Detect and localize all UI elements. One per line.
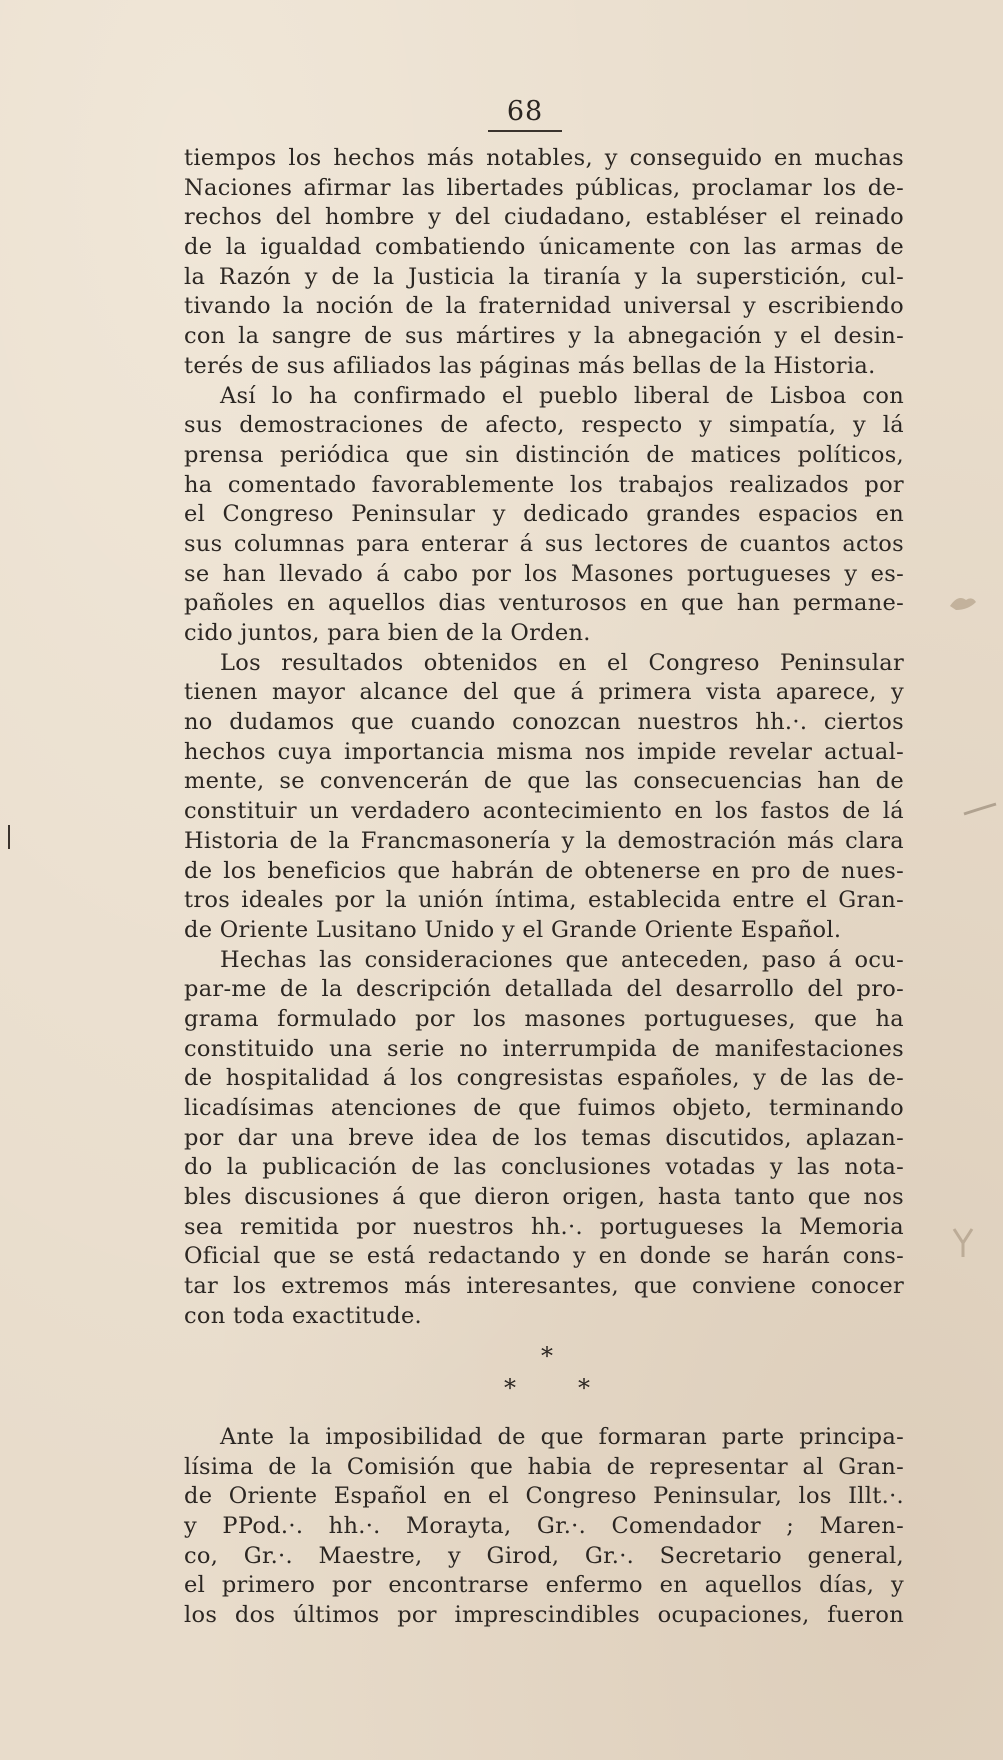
text-line: los dos últimos por imprescindibles ocupaciones, fueron	[184, 1602, 904, 1629]
text-line: do la publicación de las conclusiones votadas y las nota-	[184, 1154, 904, 1181]
margin-stain-icon	[948, 1225, 978, 1261]
text-line: tienen mayor alcance del que á primera vista aparece, y	[184, 679, 904, 706]
text-line: Hechas las consideraciones que anteceden, paso á ocu-	[220, 946, 904, 973]
text-line: el primero por encontrarse enfermo en aquellos días, y	[184, 1572, 904, 1599]
second-paragraph-block	[184, 1423, 904, 1631]
page-number: 68	[506, 96, 544, 127]
text-line: y PPod.·. hh.·. Morayta, Gr.·. Comendador ; Maren-	[184, 1513, 904, 1540]
text-line: se han llevado á cabo por los Masones portugueses y es-	[184, 560, 904, 587]
text-line: mente, se convencerán de que las consecuencias han de	[184, 768, 904, 795]
text-line: par-me de la descripción detallada del desarrollo del pro-	[184, 976, 904, 1003]
text-line: constituido una serie no interrumpida de manifestaciones	[184, 1035, 904, 1062]
text-line: no dudamos que cuando conozcan nuestros hh.·. ciertos	[184, 709, 904, 736]
text-line: Oficial que se está redactando y en donde se harán cons-	[184, 1243, 904, 1270]
text-line: grama formulado por los masones portugueses, que ha	[184, 1005, 904, 1032]
text-line: ha comentado favorablemente los trabajos realizados por	[184, 471, 904, 498]
text-line: Historia de la Francmasonería y la demostración más clara	[184, 827, 904, 854]
text-line: de la igualdad combatiendo únicamente con las armas de	[184, 234, 904, 261]
text-line: de hospitalidad á los congresistas españoles, y de las de-	[184, 1065, 904, 1092]
margin-rule-mark	[8, 825, 10, 849]
text-line: sus demostraciones de afecto, respecto y simpatía, y lá	[184, 412, 904, 439]
text-line: cido juntos, para bien de la Orden.	[184, 620, 591, 646]
text-line: por dar una breve idea de los temas discutidos, aplazan-	[184, 1124, 904, 1151]
text-line: Así lo ha confirmado el pueblo liberal de Lisboa con	[220, 382, 904, 409]
separator-star: *	[541, 1342, 553, 1370]
text-line: Naciones afirmar las libertades públicas, proclamar los de-	[184, 174, 904, 201]
text-line: tar los extremos más interesantes, que conviene conocer	[184, 1273, 904, 1300]
text-line: con toda exactitude.	[184, 1302, 423, 1329]
text-line: de los beneficios que habrán de obtenerse en pro de nues-	[184, 857, 904, 884]
text-line: hechos cuya importancia misma nos impide revelar actual-	[184, 738, 904, 765]
text-line: co, Gr.·. Maestre, y Girod, Gr.·. Secretario general,	[184, 1542, 904, 1569]
text-line: rechos del hombre y del ciudadano, establéser el reinado	[184, 204, 904, 231]
text-line: lísima de la Comisión que habia de representar al Gran-	[184, 1453, 904, 1480]
text-line: Ante la imposibilidad de que formaran parte principa-	[220, 1424, 904, 1450]
margin-stain-icon	[962, 800, 998, 818]
text-line: bles discusiones á que dieron origen, hasta tanto que nos	[184, 1184, 904, 1211]
text-line: con la sangre de sus mártires y la abnegación y el desin-	[184, 323, 904, 350]
text-line: sea remitida por nuestros hh.·. portugueses la Memoria	[184, 1213, 904, 1240]
text-line: la Razón y de la Justicia la tiranía y la superstición, cul-	[184, 263, 904, 290]
text-line: terés de sus afiliados las páginas más bellas de la Historia.	[184, 352, 876, 379]
text-line: prensa periódica que sin distinción de matices políticos,	[184, 441, 904, 468]
separator-star: *	[504, 1374, 516, 1402]
page-number-rule	[488, 130, 562, 132]
text-line: constituir un verdadero acontecimiento en los fastos de lá	[184, 798, 904, 825]
margin-stain-icon	[948, 590, 978, 614]
text-line: Los resultados obtenidos en el Congreso Peninsular	[220, 649, 904, 676]
text-line: tros ideales por la unión íntima, establecida entre el Gran-	[184, 887, 904, 914]
text-line: el Congreso Peninsular y dedicado grandes espacios en	[184, 501, 904, 528]
text-line: licadísimas atenciones de que fuimos objeto, terminando	[184, 1095, 904, 1121]
text-line: sus columnas para enterar á sus lectores de cuantos actos	[184, 530, 904, 557]
separator-star: *	[578, 1374, 590, 1402]
text-line: tiempos los hechos más notables, y conseguido en muchas	[184, 145, 904, 171]
section-separator	[480, 1342, 600, 1402]
text-line: tivando la noción de la fraternidad universal y escribiendo	[184, 293, 904, 320]
text-line: de Oriente Lusitano Unido y el Grande Oriente Español.	[184, 916, 842, 943]
main-paragraph-block	[184, 144, 904, 1332]
text-line: pañoles en aquellos dias venturosos en que han permane-	[184, 590, 904, 617]
text-line: de Oriente Español en el Congreso Peninsular, los Illt.·.	[184, 1483, 904, 1510]
